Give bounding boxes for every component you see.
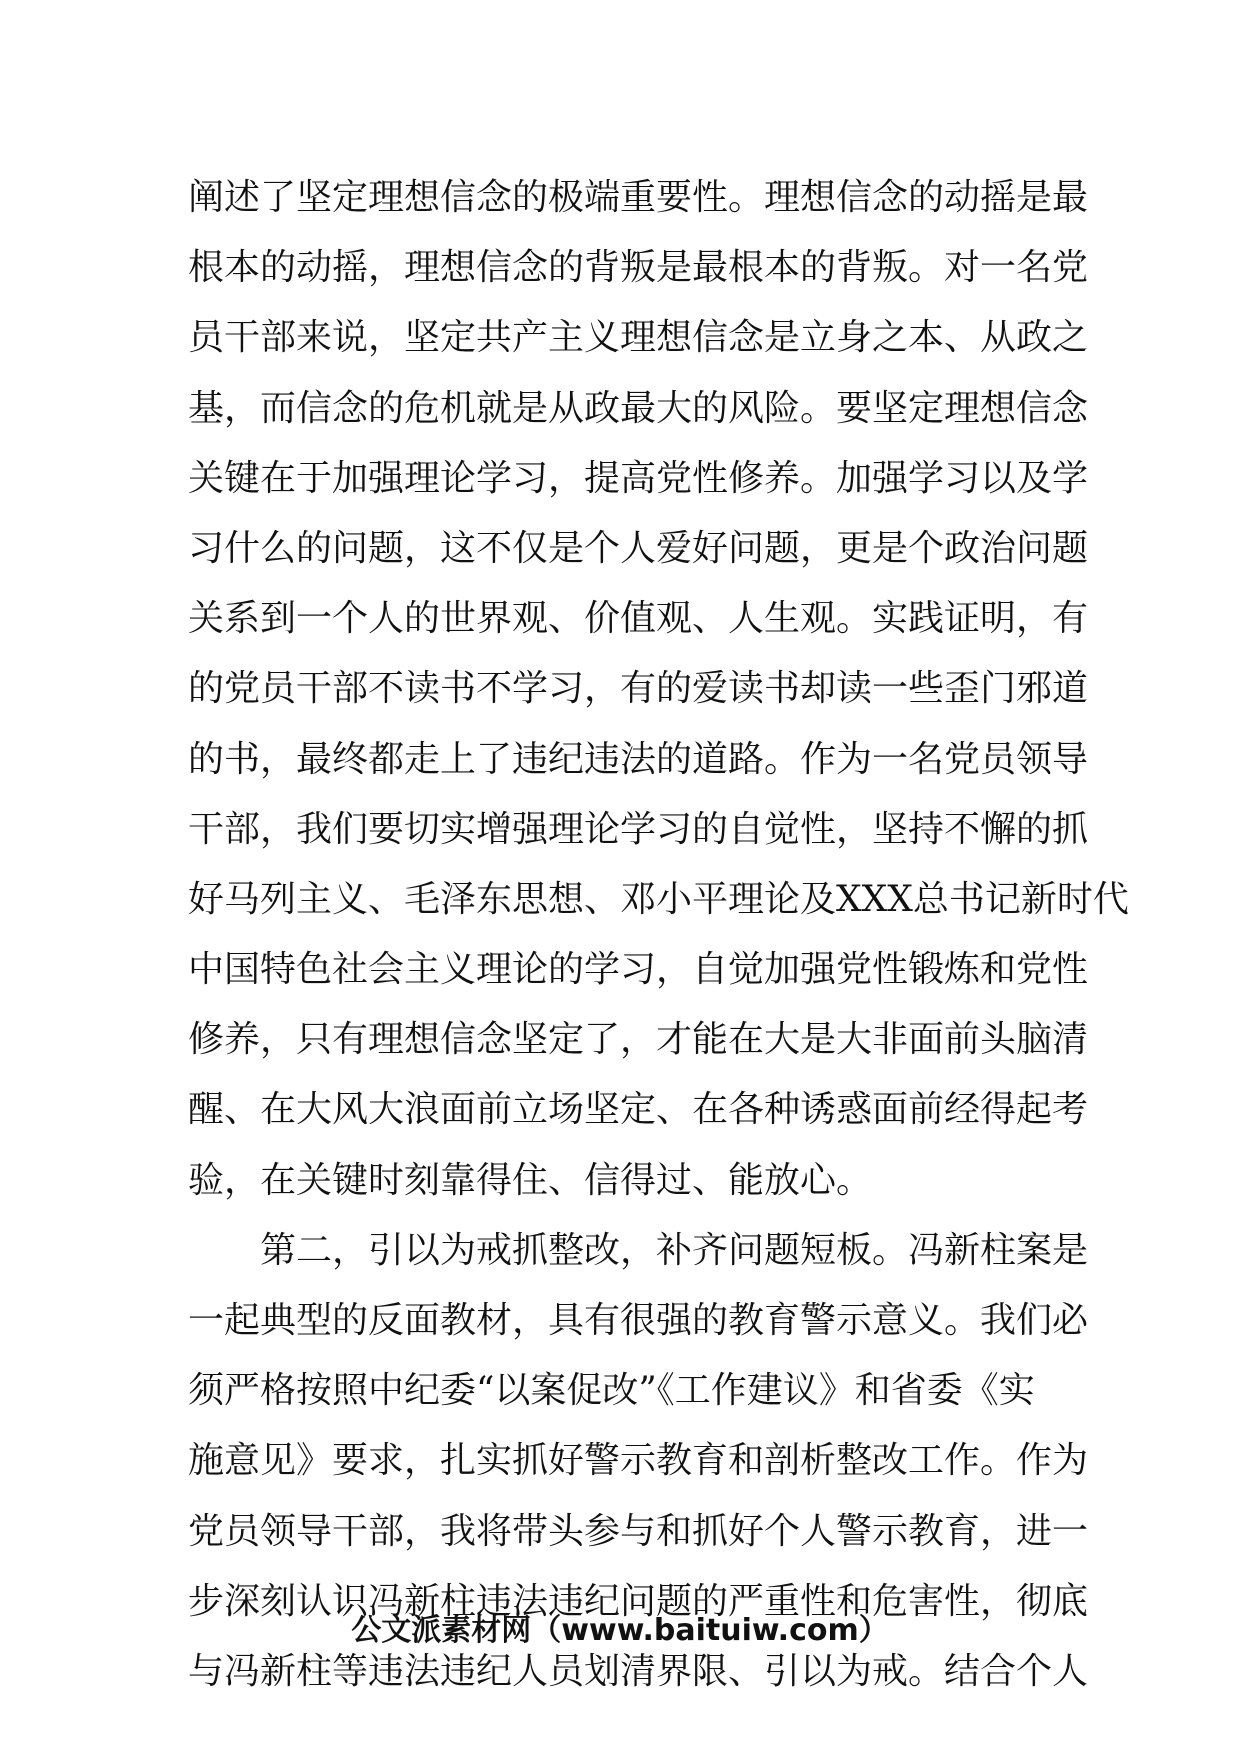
footer-watermark: 公文派素材网（www.baituiw.com） (351, 1613, 889, 1648)
text-line: 醒、在大风大浪面前立场坚定、在各种诱惑面前经得起考 (188, 1089, 1089, 1131)
text-line: 关系到一个人的世界观、价值观、人生观。实践证明，有 (188, 598, 1089, 640)
document-body (188, 163, 1129, 1707)
text-line: 修养，只有理想信念坚定了，才能在大是大非面前头脑清 (188, 1019, 1089, 1061)
text-line: 中国特色社会主义理论的学习，自觉加强党性锻炼和党性 (188, 949, 1089, 991)
text-line: 根本的动摇，理想信念的背叛是最根本的背叛。对一名党 (188, 247, 1089, 289)
text-line: 须严格按照中纪委“以案促改”《工作建议》和省委《实 (188, 1370, 1035, 1412)
text-line: 好马列主义、毛泽东思想、邓小平理论及XXX总书记新时代 (188, 878, 1129, 920)
paragraph-start-line: 第二，引以为戒抓整改，补齐问题短板。冯新柱案是 (188, 1229, 1089, 1271)
text-line: 的书，最终都走上了违纪违法的道路。作为一名党员领导 (188, 738, 1089, 780)
text-line: 党员领导干部，我将带头参与和抓好个人警示教育，进一 (188, 1510, 1089, 1552)
text-line: 员干部来说，坚定共产主义理想信念是立身之本、从政之 (188, 317, 1089, 359)
text-line: 习什么的问题，这不仅是个人爱好问题，更是个政治问题 (188, 527, 1089, 569)
text-line: 的党员干部不读书不学习，有的爱读书却读一些歪门邪道 (188, 668, 1089, 710)
text-line: 一起典型的反面教材，具有很强的教育警示意义。我们必 (188, 1300, 1089, 1341)
text-line: 关键在于加强理论学习，提高党性修养。加强学习以及学 (188, 457, 1089, 499)
text-line: 阐述了坚定理想信念的极端重要性。理想信念的动摇是最 (188, 177, 1089, 218)
text-line: 与冯新柱等违法违纪人员划清界限、引以为戒。结合个人 (188, 1650, 1089, 1692)
text-line: 步深刻认识冯新柱违法违纪问题的严重性和危害性，彻底 (188, 1580, 1089, 1622)
text-line: 验，在关键时刻靠得住、信得过、能放心。 (188, 1159, 873, 1201)
text-line: 施意见》要求，扎实抓好警示教育和剖析整改工作。作为 (188, 1440, 1089, 1482)
text-line: 干部，我们要切实增强理论学习的自觉性，坚持不懈的抓 (188, 808, 1089, 850)
text-line: 基，而信念的危机就是从政最大的风险。要坚定理想信念 (188, 387, 1089, 429)
